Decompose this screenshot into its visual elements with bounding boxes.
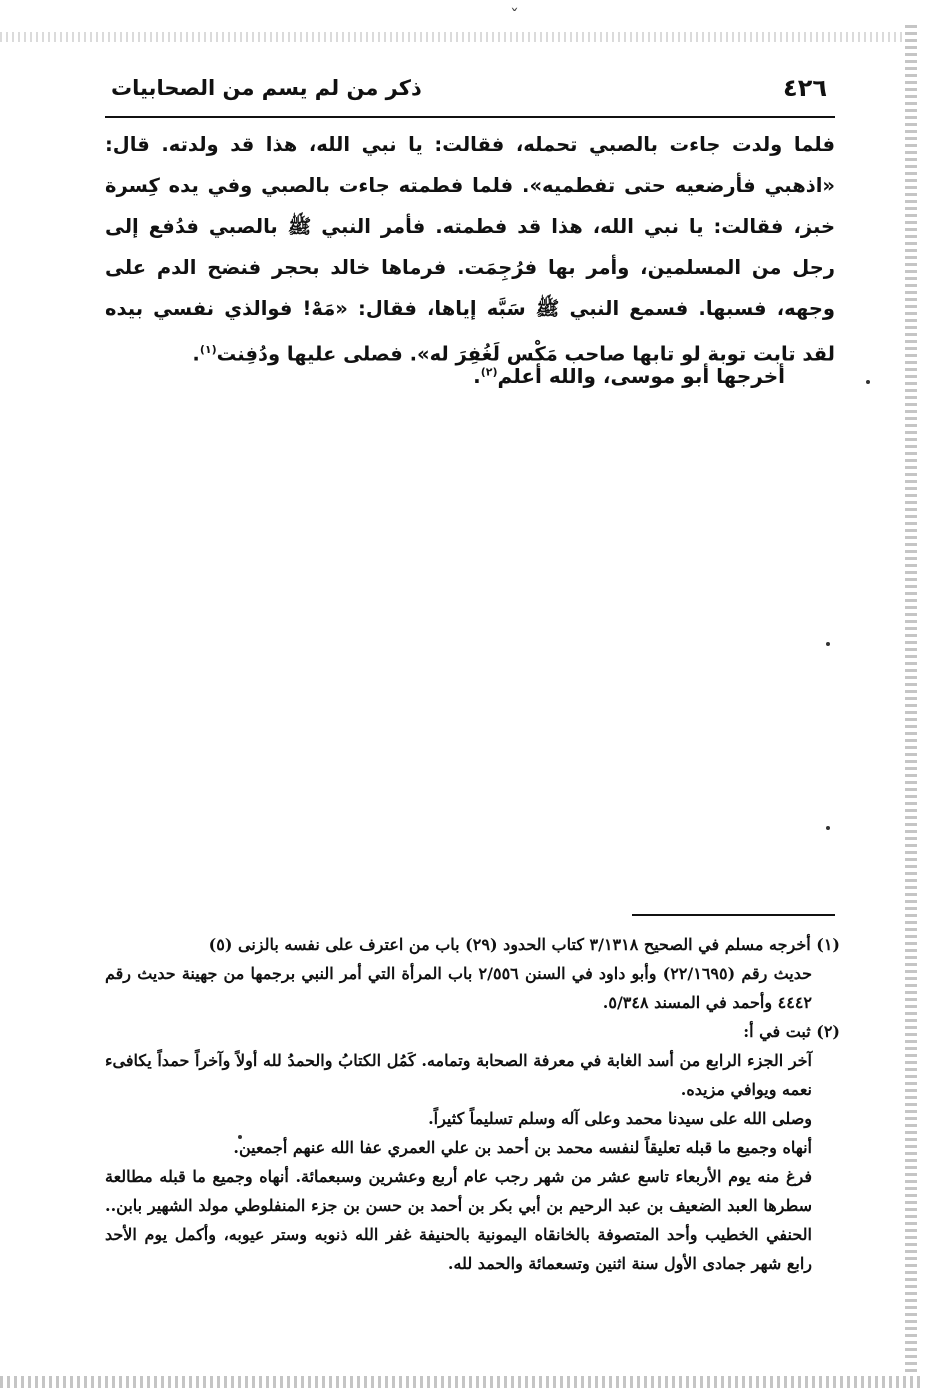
footnote-2-para-4: فرغ منه يوم الأربعاء تاسع عشر من شهر رجب عام أربع وعشرين وسبعمائة. أنهاه وجميع ما قبله مطالعة سطرها العبد الضعيف بن عبد الرحيم بن أبي بكر بن أحمد بن حسن بن جزء المنفلوطي مولد الشهير بابن.. الحنفي الخطيب وأحد المتصوفة بالخانقاه اليمونية بالحنيفة غفر الله ذنوبه وستر عيوبه، وأكمل يوم الأحد رابع شهر جمادى الأول سنة اثنين وتسعمائة والحمد لله. <box>105 1167 812 1273</box>
footnote-2-para-3: أنهاه وجميع ما قبله تعليقاً لنفسه محمد بن أحمد بن علي العمري عفا الله عنهم أجمعين. <box>233 1138 812 1157</box>
running-title: ذكر من لم يسم من الصحابيات <box>111 76 422 100</box>
note-mark-2: (٢) <box>480 365 498 379</box>
scan-speck <box>866 380 870 384</box>
scan-edge-bottom <box>0 1376 920 1388</box>
footnote-1-rest: حديث رقم (٢٢/١٦٩٥) وأبو داود في السنن ٢/٥٥٦ باب المرأة التي أمر النبي برجمها من جهينة حديث رقم ٤٤٤٢ وأحمد في المسند ٥/٣٤٨. <box>105 964 813 1012</box>
scan-speck <box>826 642 830 646</box>
page-number: ٤٢٦ <box>783 74 827 102</box>
page-header <box>105 70 835 110</box>
note-mark-1: (١) <box>199 343 217 356</box>
footnotes <box>105 930 840 1278</box>
main-text <box>105 124 835 375</box>
footnote-rule <box>632 914 835 916</box>
main-paragraph: فلما ولدت جاءت بالصبي تحمله، فقالت: يا نبي الله، هذا قد ولدته. قال: «اذهبي فأرضعيه حتى تفطميه». فلما فطمته جاءت بالصبي وفي يده كِسرة خبز، فقالت: يا نبي الله، هذا قد فطمته. فأمر النبي ﷺ بالصبي فدُفع إلى رجل من المسلمين، وأمر بها فرُجِمَت. فرماها خالد بحجر فنضح الدم على وجهه، فسبها. فسمع النبي ﷺ سَبَّه إياها، فقال: «مَهْ! فوالذي نفسي بيده لقد تابت توبة لو تابها صاحب مَكْس لَغُفِرَ له». فصلى عليها ودُفِنت$^{(١)}$. <box>105 133 835 366</box>
header-rule <box>105 116 835 118</box>
footnote-1-line-1: (١) أخرجه مسلم في الصحيح ٣/١٣١٨ كتاب الحدود (٢٩) باب من اعترف على نفسه بالزنى (٥) <box>208 935 840 954</box>
closing-end: . <box>473 364 481 388</box>
scan-edge-top <box>0 32 905 42</box>
closing-line <box>105 364 785 388</box>
scan-speck <box>826 826 830 830</box>
footnote-2-intro: (٢) ثبت في أ: <box>743 1022 840 1041</box>
main-paragraph-text: فلما ولدت جاءت بالصبي تحمله، فقالت: يا نبي الله، هذا قد ولدته. قال: «اذهبي فأرضعيه حتى تفطميه». فلما فطمته جاءت بالصبي وفي يده كِسرة خبز، فقالت: يا نبي الله، هذا قد فطمته. فأمر النبي ﷺ بالصبي فدُفع إلى رجل من المسلمين، وأمر بها فرُجِمَت. فرماها خالد بحجر فنضح الدم على وجهه، فسبها. فسمع النبي ﷺ سَبَّه إياها، فقال: «مَهْ! فوالذي نفسي بيده لقد تابت توبة لو تابها صاحب مَكْس لَغُفِرَ له». فصلى عليها ودُفِنت <box>105 133 835 366</box>
scan-artifact-mark: ˇ <box>510 6 519 27</box>
footnote-2-para-2: وصلى الله على سيدنا محمد وعلى آله وسلم تسليماً كثيراً. <box>428 1109 812 1128</box>
scan-edge-right <box>905 25 917 1375</box>
closing-text: أخرجها أبو موسى، والله أعلم <box>497 364 785 388</box>
footnote-2-para-1: آخر الجزء الرابع من أسد الغابة في معرفة الصحابة وتمامه. كَمُل الكتابُ والحمدُ لله أولاً وآخراً حمداً يكافىء نعمه ويوافي مزيده. <box>105 1051 812 1099</box>
